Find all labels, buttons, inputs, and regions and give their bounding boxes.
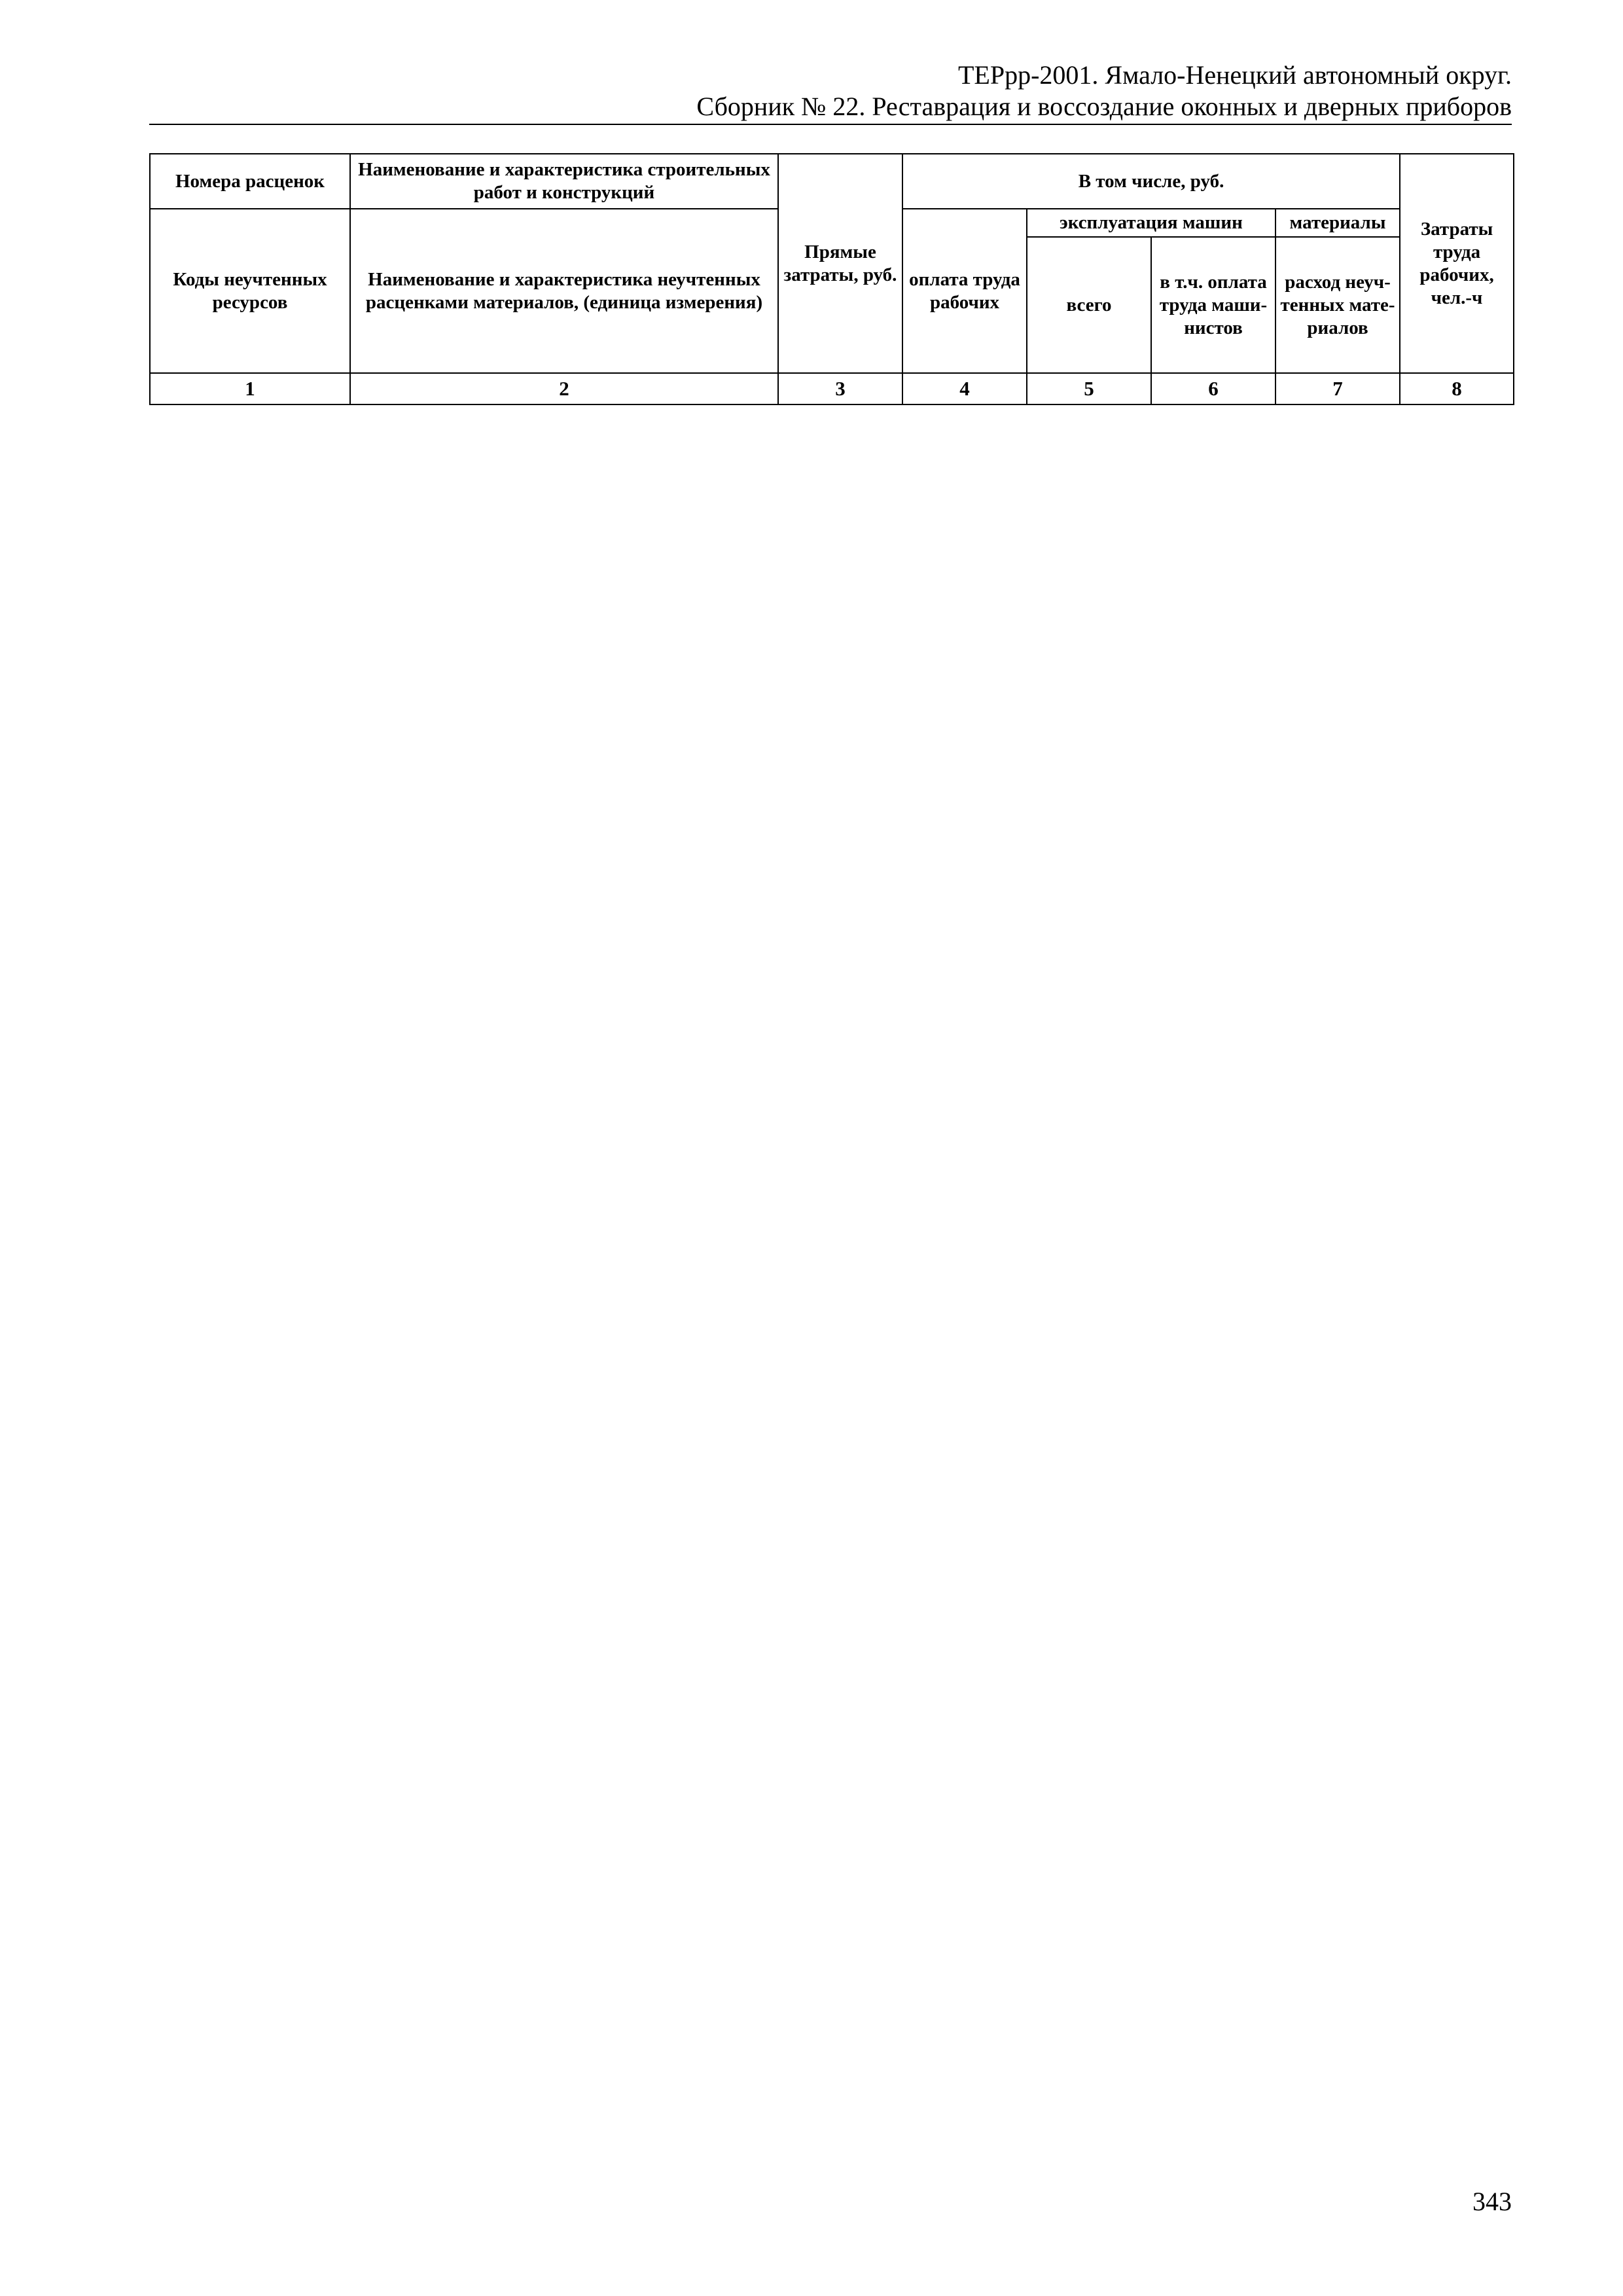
- column-number: 3: [778, 373, 902, 404]
- head-material-name: Наименование и характеристика неучтенных расценками материалов, (единица измерения): [350, 209, 778, 373]
- head-resource-codes: Коды неучтенных ресурсов: [150, 209, 350, 373]
- header-section-title: Сборник № 22. Реставрация и воссоздание оконных и дверных приборов: [696, 92, 1512, 121]
- header-collection-title: ТЕРрр-2001. Ямало-Ненецкий автономный округ.: [957, 60, 1512, 90]
- head-direct-costs: Прямые затраты, руб.: [778, 154, 902, 373]
- column-number: 2: [350, 373, 778, 404]
- column-number: 5: [1027, 373, 1151, 404]
- head-materials: материалы: [1275, 209, 1400, 237]
- head-labor-pay: оплата труда рабочих: [902, 209, 1027, 373]
- column-number: 1: [150, 373, 350, 404]
- head-rate-numbers: Номера расценок: [150, 154, 350, 209]
- head-including: В том числе, руб.: [902, 154, 1400, 209]
- head-machinists-pay: в т.ч. оплата труда маши-нистов: [1151, 237, 1275, 373]
- column-number: 4: [902, 373, 1027, 404]
- rates-table: [149, 153, 1514, 405]
- head-labor-cost: Затраты труда рабочих, чел.-ч: [1400, 154, 1514, 373]
- head-unaccounted-materials: расход неуч-тенных мате-риалов: [1275, 237, 1400, 373]
- head-machines-total: всего: [1027, 237, 1151, 373]
- head-machines: эксплуатация машин: [1027, 209, 1275, 237]
- header-rule: [149, 124, 1512, 125]
- column-number: 7: [1275, 373, 1400, 404]
- head-work-name: Наименование и характеристика строительных работ и конструкций: [350, 154, 778, 209]
- table-header: [150, 154, 1514, 404]
- column-number: 8: [1400, 373, 1514, 404]
- column-number: 6: [1151, 373, 1275, 404]
- column-number-row: [150, 373, 1514, 404]
- page-number: 343: [1472, 2187, 1512, 2216]
